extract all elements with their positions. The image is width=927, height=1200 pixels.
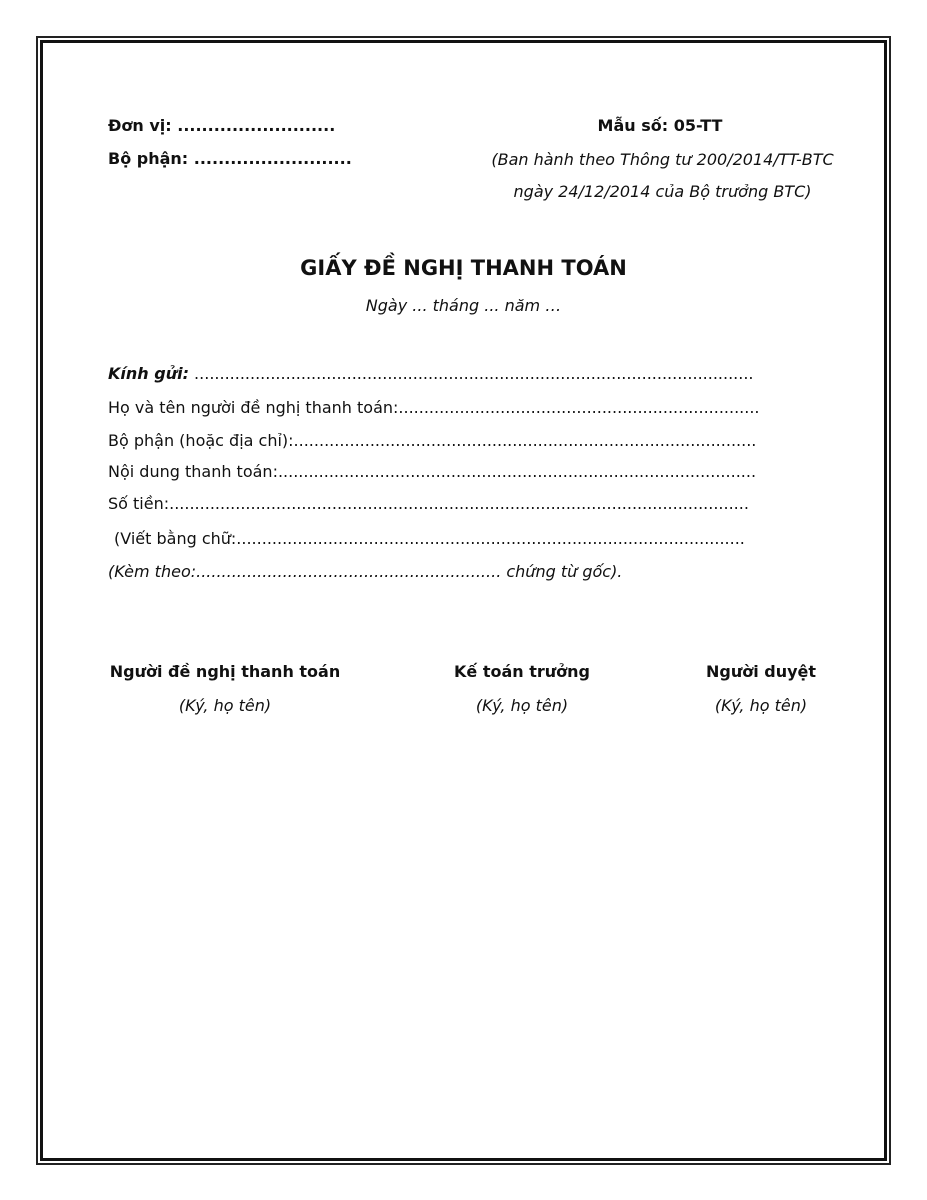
department-address-field: Bộ phận (hoặc địa chỉ):...........................................................................................: [108, 431, 757, 450]
recipient-dots: ..............................................................................................................: [188, 364, 754, 383]
form-issuance-note-line1: (Ban hành theo Thông tư 200/2014/TT-BTC: [491, 150, 834, 169]
form-issuance-note-line2: ngày 24/12/2014 của Bộ trưởng BTC): [513, 182, 812, 201]
document-title: GIẤY ĐỀ NGHỊ THANH TOÁN: [300, 256, 627, 280]
department-line: Bộ phận: ..........................: [108, 149, 352, 168]
recipient-label: Kính gửi:: [108, 364, 189, 383]
signature-accountant-note: (Ký, họ tên): [475, 696, 569, 715]
amount-field: Số tiền:..................................................................................................................: [108, 494, 749, 513]
unit-line: Đơn vị: ..........................: [108, 116, 336, 135]
page-border-inner: [40, 40, 887, 1161]
recipient-field: [108, 364, 754, 384]
signature-requester-title: Người đề nghị thanh toán: [109, 662, 341, 681]
signature-requester-note: (Ký, họ tên): [178, 696, 272, 715]
amount-in-words-field: (Viết bằng chữ:....................................................................................................: [114, 529, 745, 548]
requester-name-field: Họ và tên người đề nghị thanh toán:.......................................................................: [108, 398, 760, 417]
signature-accountant-title: Kế toán trưởng: [454, 662, 590, 681]
payment-content-field: Nội dung thanh toán:..............................................................................................: [108, 462, 757, 481]
date-line: Ngày ... tháng ... năm …: [365, 296, 562, 315]
form-code: Mẫu số: 05-TT: [597, 116, 723, 135]
signature-approver-title: Người duyệt: [705, 662, 817, 681]
attachments-field: (Kèm theo:............................................................ chứng từ gốc).: [108, 562, 623, 581]
signature-approver-note: (Ký, họ tên): [714, 696, 808, 715]
